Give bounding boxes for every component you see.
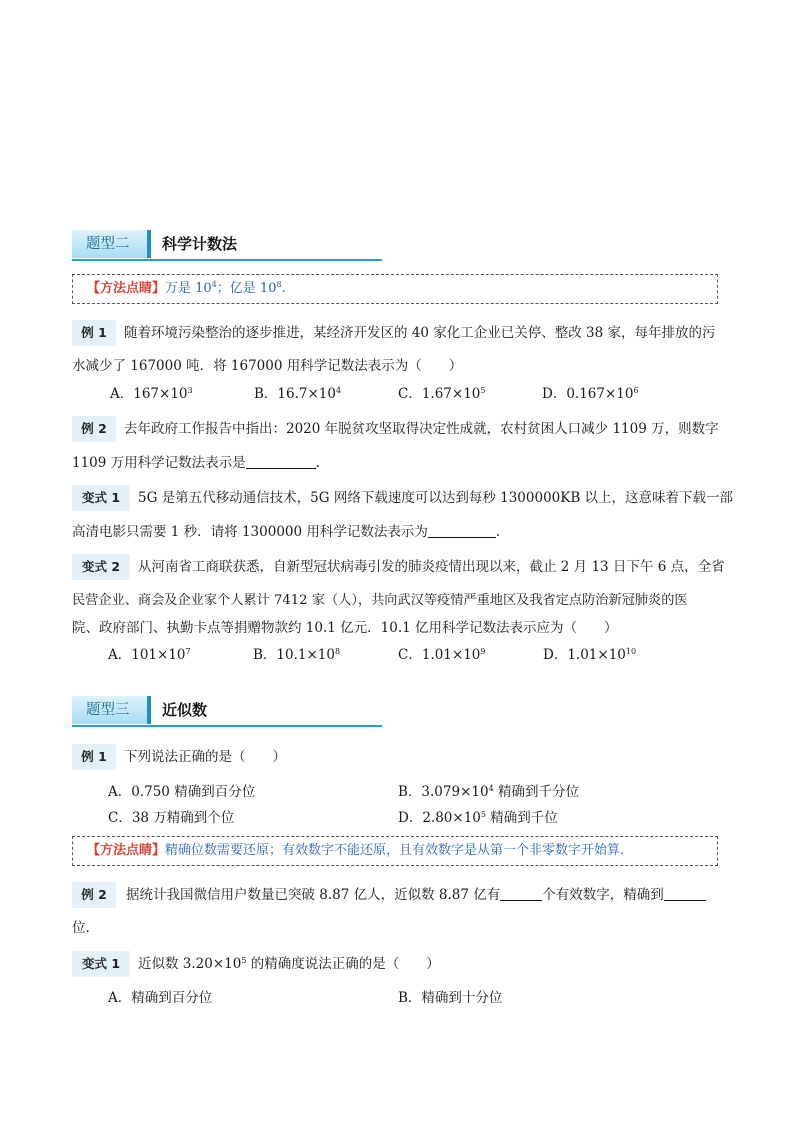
option-base: C．1.67×10 (398, 386, 481, 402)
example-label: 例 2 (72, 416, 116, 442)
option-exp: 4 (335, 386, 342, 395)
question-text: 随着环境污染整治的逐步推进，某经济开发区的 40 家化工企业已关停、整改 38 家，每年排放的污 (124, 325, 716, 341)
option-base: B．3.079×10 (398, 784, 489, 800)
section-title: 近似数 (162, 701, 208, 719)
option-d (398, 808, 558, 828)
option-base: D．2.80×10 (398, 810, 481, 826)
method-tip-box (72, 274, 718, 304)
question-text: 位. (72, 920, 90, 936)
variant-label: 变式 1 (72, 951, 130, 977)
option-b (398, 782, 579, 802)
question-text-part: . (495, 524, 501, 540)
question-text: 院、政府部门、执勤卡点等捐赠物款约 10.1 亿元．10.1 亿用科学记数法表示应为（ ） (72, 620, 618, 636)
option-exp: 7 (185, 647, 191, 656)
option-base: D．1.01×10 (543, 647, 626, 663)
option-c (398, 384, 485, 404)
variant-label: 变式 1 (72, 485, 130, 511)
section-header-approximate-number (72, 696, 382, 730)
method-tip-label: 【方法点睛】 (87, 281, 166, 296)
section-rule (72, 725, 382, 727)
question-text-part: . (315, 455, 320, 471)
option-a (110, 384, 193, 404)
option-base: C．1.01×10 (398, 647, 481, 663)
question-text-part: 的精确度说法正确的是（ ） (246, 956, 440, 972)
question-text: 5G 是第五代移动通信技术，5G 网络下载速度可以达到每秒 1300000KB 以上，这意味着下载一部 (138, 490, 734, 506)
question-text (72, 453, 320, 473)
tip-text-b: ；亿是 10 (216, 281, 277, 296)
method-tip-box (72, 836, 718, 866)
option-c (398, 645, 485, 665)
option-base: B．10.1×10 (253, 647, 335, 663)
question-text-part: 近似数 3.20×10 (138, 956, 242, 972)
option-tail: 精确到千分位 (493, 784, 579, 800)
option-exp: 5 (480, 810, 486, 819)
section-tab: 题型三 (72, 696, 151, 724)
question-text: 水减少了 167000 吨．将 167000 用科学记数法表示为（ ） (72, 358, 463, 374)
section-tab: 题型二 (72, 230, 151, 258)
option-d (542, 384, 639, 404)
option-b (254, 384, 341, 404)
variant-label: 变式 2 (72, 554, 130, 580)
question-text (72, 522, 500, 542)
option-exp: 3 (187, 386, 193, 395)
question-text (126, 885, 706, 905)
tip-text-a: 万是 10 (165, 281, 212, 296)
answer-blank (500, 886, 542, 901)
method-tip-label: 【方法点睛】 (87, 843, 166, 858)
example-label: 例 1 (72, 320, 116, 346)
question-text-part: 高清电影只需要 1 秒．请将 1300000 用科学记数法表示为 (72, 524, 428, 540)
option-base: D．0.167×10 (542, 386, 634, 402)
section-header-scientific-notation (72, 230, 382, 264)
option-b (253, 645, 340, 665)
option-exp: 4 (488, 784, 494, 793)
question-text: 民营企业、商会及企业家个人累计 7412 家（人），共向武汉等疫情严重地区及我省定点防治新冠肺炎的医 (72, 593, 688, 608)
tip-exp-a: 4 (211, 280, 217, 289)
option-c: C．38 万精确到个位 (108, 810, 235, 826)
example-label: 例 2 (72, 882, 116, 908)
example-label: 例 1 (72, 744, 116, 770)
question-text: 从河南省工商联获悉，自新型冠状病毒引发的肺炎疫情出现以来，截止 2 月 13 日下午 6 点，全省 (138, 559, 725, 575)
question-text-part: 1109 万用科学记数法表示是 (72, 455, 246, 471)
option-exp: 10 (625, 647, 637, 656)
option-exp: 9 (480, 647, 486, 656)
option-tail: 精确到千位 (485, 810, 558, 826)
question-exp: 5 (241, 956, 247, 965)
option-base: A．167×10 (110, 386, 188, 402)
option-a: A．精确到百分位 (108, 990, 213, 1006)
option-exp: 6 (633, 386, 639, 395)
option-d (543, 645, 636, 665)
question-text: 去年政府工作报告中指出：2020 年脱贫攻坚取得决定性成就，农村贫困人口减少 1109 万，则数字 (124, 421, 719, 437)
method-tip-text: 精确位数需要还原；有效数字不能还原，且有效数字是从第一个非零数字开始算. (165, 843, 625, 858)
answer-blank (428, 523, 496, 538)
option-b: B．精确到十分位 (398, 990, 503, 1006)
answer-blank (246, 454, 316, 469)
section-rule (72, 259, 382, 261)
option-base: A．101×10 (108, 647, 186, 663)
question-text: 下列说法正确的是（ ） (124, 749, 286, 765)
method-tip-text (165, 281, 286, 296)
section-title: 科学计数法 (162, 235, 238, 253)
option-base: B．16.7×10 (254, 386, 336, 402)
option-exp: 5 (480, 386, 486, 395)
tip-exp-b: 8 (276, 280, 282, 289)
option-exp: 8 (334, 647, 341, 656)
question-text (138, 954, 440, 974)
option-a: A．0.750 精确到百分位 (108, 784, 256, 800)
question-text-part: 据统计我国微信用户数量已突破 8.87 亿人，近似数 8.87 亿有 (126, 887, 501, 903)
answer-blank (664, 886, 706, 901)
tip-text-c: . (281, 281, 286, 296)
question-text-part: 个有效数字，精确到 (542, 887, 664, 903)
option-a (108, 645, 191, 665)
